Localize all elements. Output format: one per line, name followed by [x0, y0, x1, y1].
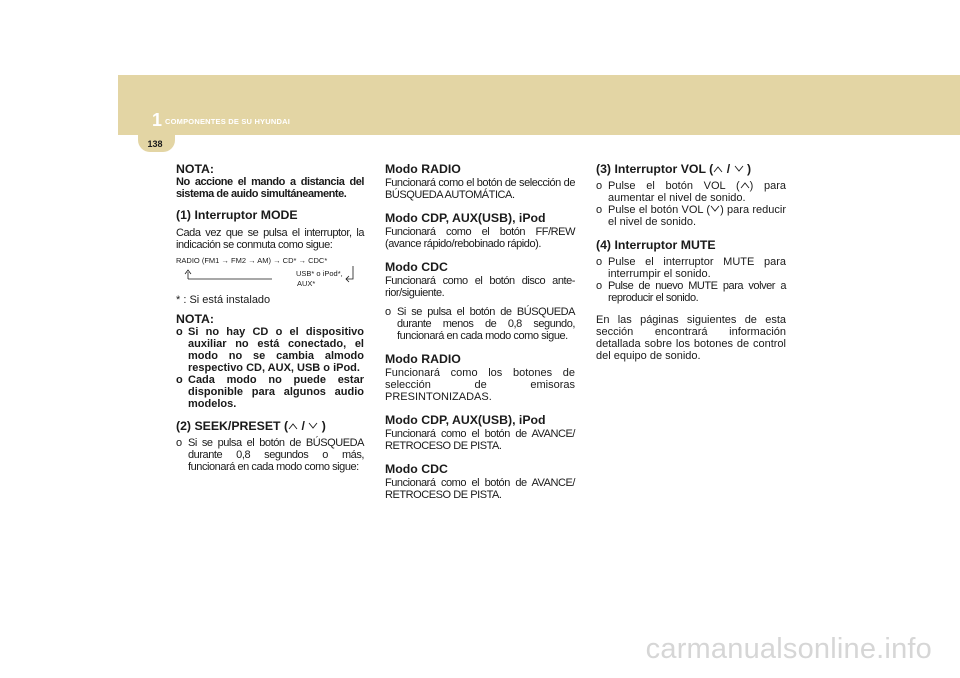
mode-cycle-diagram	[176, 256, 364, 294]
mode-cycle-aux: AUX*	[297, 279, 316, 288]
chevron-down-icon	[734, 165, 744, 173]
list-marker: o	[385, 306, 391, 318]
list-item	[596, 256, 786, 280]
list-item: o Pulse el botón VOL ( ) para reducir el nivel de sonido.	[596, 204, 786, 228]
seek-heading: (2) SEEK/PRESET ( / )	[176, 419, 326, 433]
list-marker: o	[596, 180, 603, 192]
list-item	[176, 326, 364, 374]
list-item	[176, 374, 364, 410]
nota-item: Si no hay CD o el dispositivo auxiliar no está conectado, el modo no se cambia almodo respectivo CD, AUX, USB o iPod.	[188, 326, 364, 374]
section-title: COMPONENTES DE SU HYUNDAI	[165, 117, 291, 126]
vol-heading: (3) Interruptor VOL ( / )	[596, 162, 752, 176]
list-marker: o	[176, 326, 183, 338]
section-header-band	[118, 75, 960, 135]
mode-cdp-text: Funcionará como el botón FF/REW (avance rápido/rebobinado rápido).	[385, 226, 575, 250]
mode-radio-heading: Modo RADIO	[385, 352, 461, 366]
section-number: 1	[152, 110, 163, 130]
nota-text: No accione el mando a distancia del sistema de auido simultáneamente.	[176, 176, 364, 200]
list-marker: o	[176, 374, 183, 386]
mode-cdc-text: Funcionará como el botón de AVANCE/ RETROCESO DE PISTA.	[385, 477, 575, 501]
mode-cdc-text: Funcionará como el botón disco ante-rior/siguiente.	[385, 275, 575, 299]
nota-item: Cada modo no puede estar disponible para algunos audio modelos.	[188, 374, 364, 410]
installed-note: * : Si está instalado	[176, 294, 271, 306]
mode-cycle-usb: USB* o iPod*,	[296, 269, 343, 278]
mode-cdp-heading: Modo CDP, AUX(USB), iPod	[385, 211, 546, 225]
column-left	[176, 162, 364, 473]
mode-radio-text: Funcionará como el botón de selección de BÚSQUEDA AUTOMÁTICA.	[385, 177, 575, 201]
footer	[0, 588, 960, 678]
chevron-down-icon	[710, 205, 720, 213]
list-item	[385, 306, 575, 342]
list-item: o Pulse el botón VOL ( ) para aumentar el nivel de sonido.	[596, 180, 786, 204]
watermark: carmanualsonline.info	[645, 633, 932, 665]
list-item	[176, 437, 364, 473]
list-marker: o	[596, 280, 602, 292]
closing-text: En las páginas siguientes de esta sección encontrará información detallada sobre los botones de control del equipo de sonido.	[596, 314, 786, 362]
chevron-up-icon	[288, 422, 298, 430]
return-arrow-icon	[176, 256, 364, 286]
mode-radio-heading: Modo RADIO	[385, 162, 461, 176]
mute-heading: (4) Interruptor MUTE	[596, 238, 716, 252]
page-number: 138	[147, 139, 163, 149]
mode-cdc-heading: Modo CDC	[385, 462, 448, 476]
mute-item: Pulse el interruptor MUTE para interrumpir el sonido.	[608, 256, 786, 280]
mode-radio-text: Funcionará como los botones de selección de emisoras PRESINTONIZADAS.	[385, 367, 575, 403]
chevron-up-icon	[713, 165, 723, 173]
mode-cdc-heading: Modo CDC	[385, 260, 448, 274]
mode-cdp-text: Funcionará como el botón de AVANCE/ RETROCESO DE PISTA.	[385, 428, 575, 452]
nota-title: NOTA:	[176, 162, 215, 176]
mode-text: Cada vez que se pulsa el interruptor, la indicación se conmuta como sigue:	[176, 227, 364, 251]
seek-short-item: Si se pulsa el botón de BÚSQUEDA durante menos de 0,8 segundo, funcionará en cada modo como sigue.	[397, 306, 575, 342]
mode-heading: (1) Interruptor MODE	[176, 208, 298, 222]
mode-cdp-heading: Modo CDP, AUX(USB), iPod	[385, 413, 546, 427]
list-marker: o	[596, 204, 603, 216]
column-middle	[385, 162, 575, 501]
mute-item: Pulse de nuevo MUTE para volver a reproducir el sonido.	[608, 280, 786, 304]
chevron-up-icon	[740, 181, 750, 189]
chevron-down-icon	[308, 422, 318, 430]
seek-item: Si se pulsa el botón de BÚSQUEDA durante 0,8 segundos o más, funcionará en cada modo como sigue:	[188, 437, 364, 473]
column-right	[596, 162, 786, 362]
nota-title: NOTA:	[176, 312, 215, 326]
list-marker: o	[596, 256, 603, 268]
list-item	[596, 280, 786, 304]
list-marker: o	[176, 437, 182, 449]
mode-cycle-line: RADIO (FM1 → FM2 → AM) → CD* → CDC*	[176, 256, 328, 265]
